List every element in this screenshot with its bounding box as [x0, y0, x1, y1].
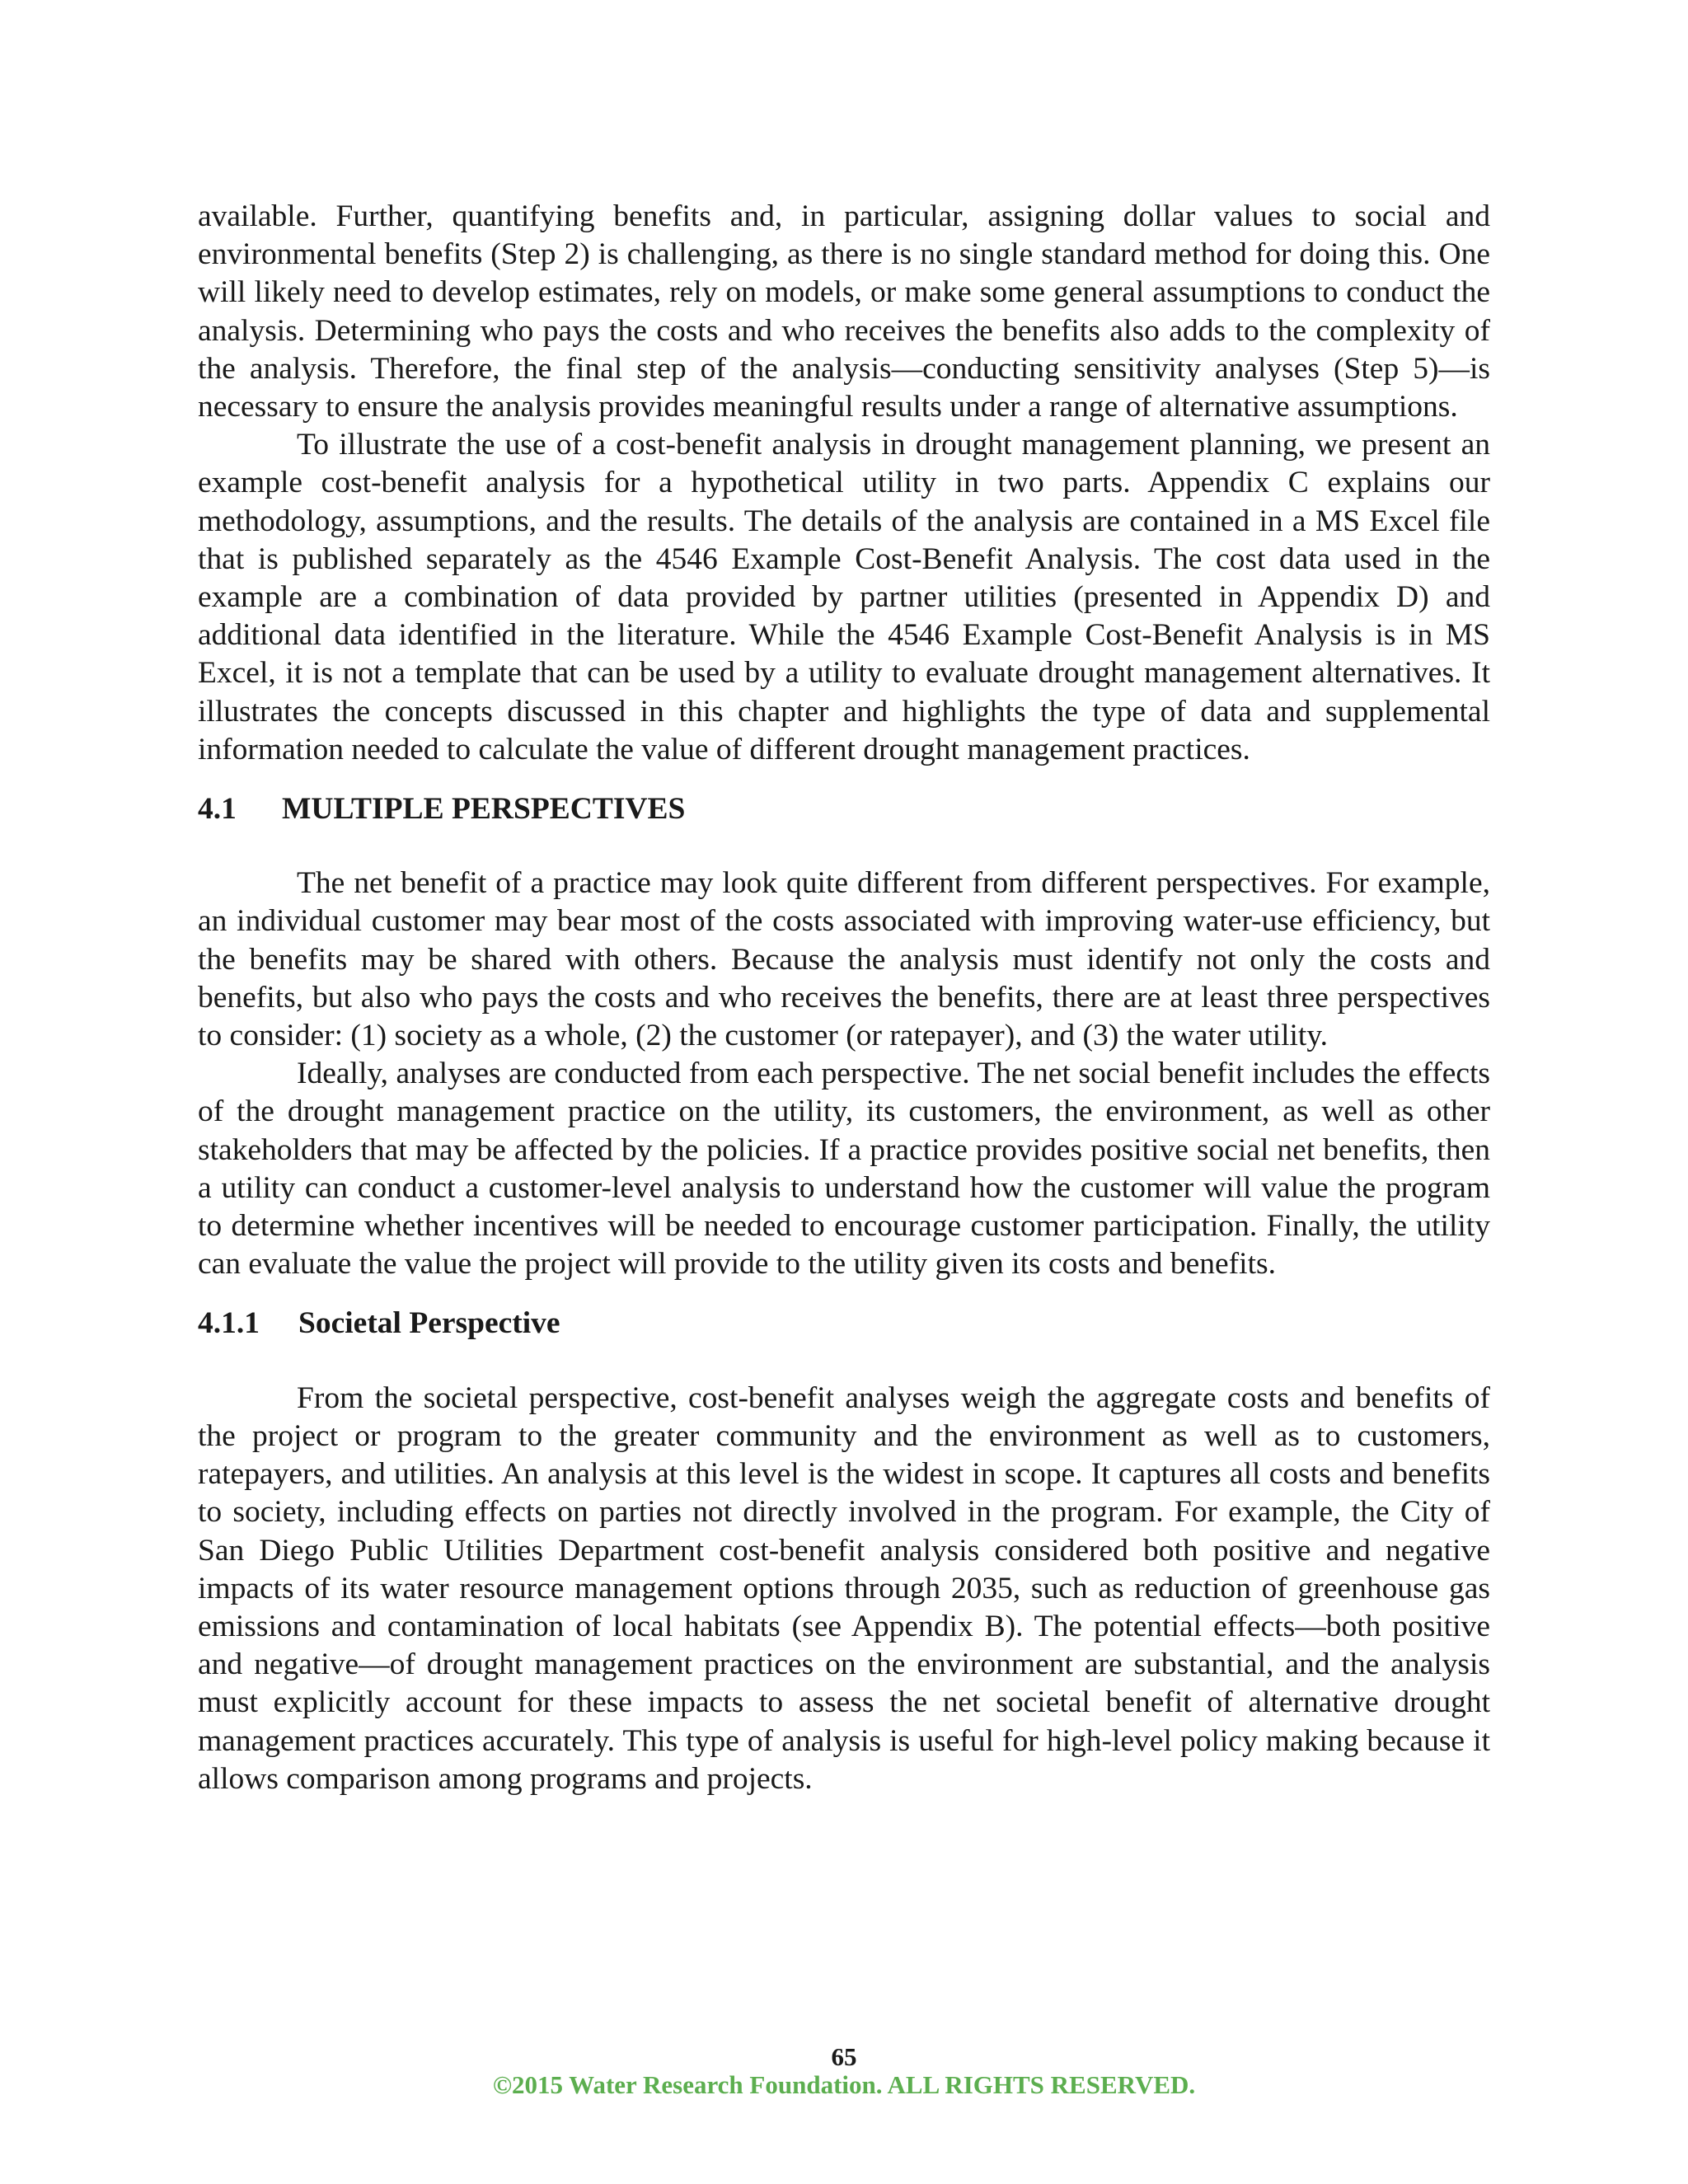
page-number: 65	[831, 2042, 857, 2071]
intro-paragraph-continuation: available. Further, quantifying benefits and, in particular, assigning dollar values to social and environmental benefits (Step 2) is challenging, as there is no single standard method for doing this. One will likely need to develop estimates, rely on models, or make some general assumptions to conduct the analysis. Determining who pays the costs and who receives the benefits also adds to the complexity of the analysis. Therefore, the final step of the analysis—conducting sensitivity analyses (Step 5)—is necessary to ensure the analysis provides meaningful results under a range of alternative assumptions.	[198, 199, 1490, 424]
copyright-notice: ©2015 Water Research Foundation. ALL RIGHTS RESERVED.	[492, 2070, 1196, 2099]
section-4-1-paragraph-1: The net benefit of a practice may look quite different from different perspectives. For example, an individual customer may bear most of the costs associated with improving water-use efficiency, but the benefits may be shared with others. Because the analysis must identify not only the costs and benefits, but also who pays the costs and who receives the benefits, there are at least three perspectives to consider: (1) society as a whole, (2) the customer (or ratepayer), and (3) the water utility.	[198, 866, 1490, 1053]
document-page	[198, 198, 1490, 1798]
subsection-title: Societal Perspective	[298, 1306, 560, 1341]
intro-paragraph-example: To illustrate the use of a cost-benefit analysis in drought management planning, we present an example cost-benefit analysis for a hypothetical utility in two parts. Appendix C explains our methodology, assumptions, and the results. The details of the analysis are contained in a MS Excel file that is published separately as the 4546 Example Cost-Benefit Analysis. The cost data used in the example are a combination of data provided by partner utilities (presented in Appendix D) and additional data identified in the literature. While the 4546 Example Cost-Benefit Analysis is in MS Excel, it is not a template that can be used by a utility to evaluate drought management alternatives. It illustrates the concepts discussed in this chapter and highlights the type of data and supplemental information needed to calculate the value of different drought management practices.	[198, 428, 1490, 766]
section-heading-4-1-1	[198, 1305, 1490, 1343]
section-number: 4.1	[198, 792, 237, 827]
section-4-1-1-paragraph-1: From the societal perspective, cost-benefit analyses weigh the aggregate costs and benefits of the project or program to the greater community and the environment as well as to customers, ratepayers, and utilities. An analysis at this level is the widest in scope. It captures all costs and benefits to society, including effects on parties not directly involved in the program. For example, the City of San Diego Public Utilities Department cost-benefit analysis considered both positive and negative impacts of its water resource management options through 2035, such as reduction of greenhouse gas emissions and contamination of local habitats (see Appendix B). The potential effects—both positive and negative—of drought management practices on the environment are substantial, and the analysis must explicitly account for these impacts to assess the net societal benefit of alternative drought management practices accurately. This type of analysis is useful for high-level policy making because it allows comparison among programs and projects.	[198, 1380, 1490, 1796]
section-4-1-paragraph-2: Ideally, analyses are conducted from each perspective. The net social benefit includes the effects of the drought management practice on the utility, its customers, the environment, as well as other stakeholders that may be affected by the policies. If a practice provides positive social net benefits, then a utility can conduct a customer-level analysis to understand how the customer will value the program to determine whether incentives will be needed to encourage customer participation. Finally, the utility can evaluate the value the project will provide to the utility given its costs and benefits.	[198, 1057, 1490, 1282]
subsection-number: 4.1.1	[198, 1306, 260, 1341]
section-title: MULTIPLE PERSPECTIVES	[282, 792, 686, 827]
section-heading-4-1	[198, 790, 1490, 828]
